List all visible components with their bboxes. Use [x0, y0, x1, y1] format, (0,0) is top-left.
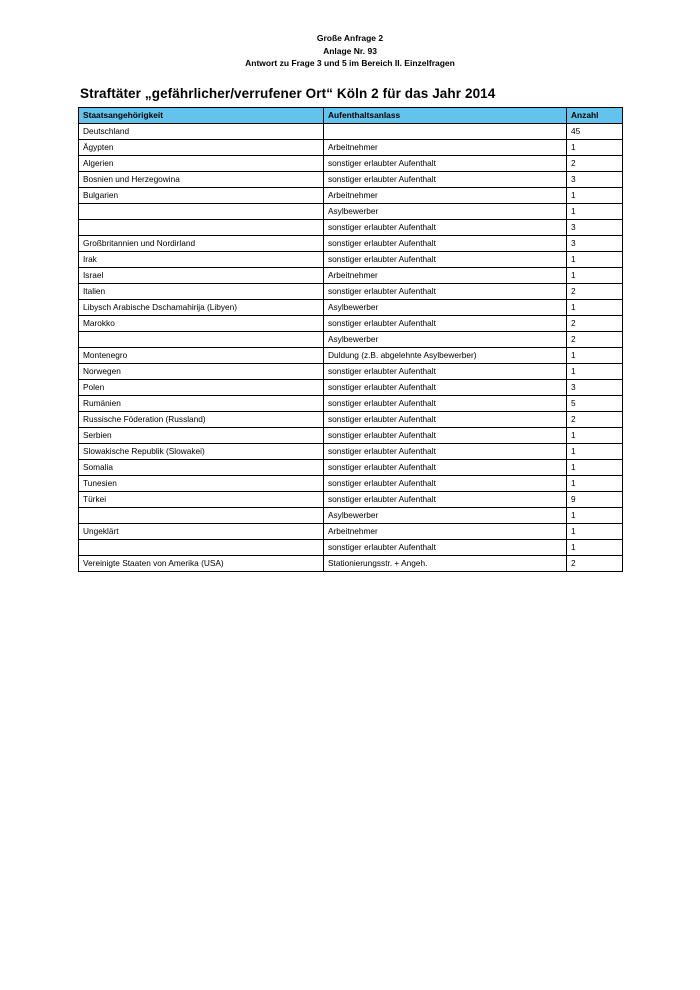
- cell-count: 1: [567, 363, 623, 379]
- table-row: [79, 251, 623, 267]
- cell-nationality: Rumänien: [79, 395, 324, 411]
- cell-nationality: Bulgarien: [79, 187, 324, 203]
- cell-residence-reason: Asylbewerber: [324, 507, 567, 523]
- cell-nationality: Polen: [79, 379, 324, 395]
- cell-residence-reason: sonstiger erlaubter Aufenthalt: [324, 283, 567, 299]
- table-row: [79, 507, 623, 523]
- cell-residence-reason: sonstiger erlaubter Aufenthalt: [324, 235, 567, 251]
- table-row: [79, 299, 623, 315]
- cell-nationality: Bosnien und Herzegowina: [79, 171, 324, 187]
- cell-residence-reason: sonstiger erlaubter Aufenthalt: [324, 459, 567, 475]
- cell-residence-reason: Arbeitnehmer: [324, 267, 567, 283]
- cell-nationality: Marokko: [79, 315, 324, 331]
- table-header-row: [79, 107, 623, 123]
- cell-count: 1: [567, 139, 623, 155]
- cell-count: 1: [567, 347, 623, 363]
- cell-residence-reason: Stationierungsstr. + Angeh.: [324, 555, 567, 571]
- cell-nationality: Norwegen: [79, 363, 324, 379]
- cell-nationality: [79, 539, 324, 555]
- cell-residence-reason: Asylbewerber: [324, 331, 567, 347]
- column-header-count: Anzahl: [567, 107, 623, 123]
- cell-nationality: [79, 219, 324, 235]
- cell-nationality: [79, 507, 324, 523]
- cell-nationality: Großbritannien und Nordirland: [79, 235, 324, 251]
- table-row: [79, 203, 623, 219]
- cell-nationality: Ägypten: [79, 139, 324, 155]
- table-row: [79, 123, 623, 139]
- cell-count: 1: [567, 251, 623, 267]
- cell-residence-reason: Arbeitnehmer: [324, 523, 567, 539]
- cell-residence-reason: sonstiger erlaubter Aufenthalt: [324, 411, 567, 427]
- cell-nationality: [79, 331, 324, 347]
- cell-count: 1: [567, 299, 623, 315]
- cell-count: 2: [567, 283, 623, 299]
- cell-count: 3: [567, 171, 623, 187]
- cell-nationality: Ungeklärt: [79, 523, 324, 539]
- cell-nationality: Deutschland: [79, 123, 324, 139]
- cell-residence-reason: sonstiger erlaubter Aufenthalt: [324, 171, 567, 187]
- cell-count: 2: [567, 411, 623, 427]
- cell-nationality: Italien: [79, 283, 324, 299]
- cell-residence-reason: sonstiger erlaubter Aufenthalt: [324, 219, 567, 235]
- cell-nationality: Vereinigte Staaten von Amerika (USA): [79, 555, 324, 571]
- table-body: [79, 123, 623, 571]
- table-row: [79, 459, 623, 475]
- cell-residence-reason: Arbeitnehmer: [324, 139, 567, 155]
- table-row: [79, 171, 623, 187]
- cell-residence-reason: sonstiger erlaubter Aufenthalt: [324, 155, 567, 171]
- header-line-1: Große Anfrage 2: [316, 33, 384, 43]
- cell-nationality: Irak: [79, 251, 324, 267]
- header-line-3: Antwort zu Frage 3 und 5 im Bereich II. Einzelfragen: [245, 58, 455, 68]
- cell-nationality: Libysch Arabische Dschamahirija (Libyen): [79, 299, 324, 315]
- table-row: [79, 187, 623, 203]
- table-row: [79, 443, 623, 459]
- cell-residence-reason: sonstiger erlaubter Aufenthalt: [324, 395, 567, 411]
- cell-count: 45: [567, 123, 623, 139]
- cell-nationality: Montenegro: [79, 347, 324, 363]
- cell-residence-reason: sonstiger erlaubter Aufenthalt: [324, 251, 567, 267]
- cell-count: 3: [567, 219, 623, 235]
- table-row: [79, 427, 623, 443]
- header-line-2: Anlage Nr. 93: [323, 45, 377, 56]
- cell-nationality: Algerien: [79, 155, 324, 171]
- cell-residence-reason: sonstiger erlaubter Aufenthalt: [324, 363, 567, 379]
- cell-nationality: Slowakische Republik (Slowakei): [79, 443, 324, 459]
- statistics-table: [78, 107, 623, 572]
- table-row: [79, 315, 623, 331]
- cell-nationality: Tunesien: [79, 475, 324, 491]
- table-row: [79, 283, 623, 299]
- cell-count: 1: [567, 203, 623, 219]
- table-row: [79, 155, 623, 171]
- cell-count: 3: [567, 379, 623, 395]
- table-row: [79, 555, 623, 571]
- cell-nationality: Russische Föderation (Russland): [79, 411, 324, 427]
- cell-residence-reason: Asylbewerber: [324, 203, 567, 219]
- table-row: [79, 363, 623, 379]
- cell-count: 1: [567, 187, 623, 203]
- cell-residence-reason: sonstiger erlaubter Aufenthalt: [324, 443, 567, 459]
- cell-residence-reason: sonstiger erlaubter Aufenthalt: [324, 427, 567, 443]
- cell-nationality: Somalia: [79, 459, 324, 475]
- cell-count: 1: [567, 459, 623, 475]
- column-header-residence-reason: Aufenthaltsanlass: [324, 107, 567, 123]
- cell-count: 5: [567, 395, 623, 411]
- cell-residence-reason: sonstiger erlaubter Aufenthalt: [324, 475, 567, 491]
- cell-residence-reason: sonstiger erlaubter Aufenthalt: [324, 379, 567, 395]
- cell-count: 1: [567, 427, 623, 443]
- cell-residence-reason: [324, 123, 567, 139]
- table-row: [79, 267, 623, 283]
- cell-nationality: Türkei: [79, 491, 324, 507]
- column-header-nationality: Staatsangehörigkeit: [79, 107, 324, 123]
- cell-count: 9: [567, 491, 623, 507]
- cell-count: 2: [567, 315, 623, 331]
- cell-residence-reason: sonstiger erlaubter Aufenthalt: [324, 315, 567, 331]
- cell-count: 1: [567, 475, 623, 491]
- cell-count: 1: [567, 443, 623, 459]
- cell-count: 2: [567, 555, 623, 571]
- table-row: [79, 475, 623, 491]
- cell-count: 3: [567, 235, 623, 251]
- cell-count: 2: [567, 155, 623, 171]
- cell-residence-reason: Asylbewerber: [324, 299, 567, 315]
- table-row: [79, 539, 623, 555]
- table-row: [79, 491, 623, 507]
- cell-count: 1: [567, 539, 623, 555]
- cell-count: 1: [567, 523, 623, 539]
- document-header: [78, 32, 622, 70]
- table-row: [79, 219, 623, 235]
- table-row: [79, 331, 623, 347]
- table-row: [79, 379, 623, 395]
- cell-residence-reason: Arbeitnehmer: [324, 187, 567, 203]
- table-row: [79, 523, 623, 539]
- cell-count: 1: [567, 267, 623, 283]
- cell-nationality: Israel: [79, 267, 324, 283]
- cell-residence-reason: sonstiger erlaubter Aufenthalt: [324, 491, 567, 507]
- cell-nationality: Serbien: [79, 427, 324, 443]
- table-row: [79, 411, 623, 427]
- cell-count: 1: [567, 507, 623, 523]
- cell-nationality: [79, 203, 324, 219]
- page-title: Straftäter „gefährlicher/verrufener Ort“ Köln 2 für das Jahr 2014: [80, 85, 496, 101]
- table-row: [79, 395, 623, 411]
- table-row: [79, 235, 623, 251]
- cell-residence-reason: Duldung (z.B. abgelehnte Asylbewerber): [324, 347, 567, 363]
- cell-residence-reason: sonstiger erlaubter Aufenthalt: [324, 539, 567, 555]
- table-row: [79, 139, 623, 155]
- cell-count: 2: [567, 331, 623, 347]
- table-row: [79, 347, 623, 363]
